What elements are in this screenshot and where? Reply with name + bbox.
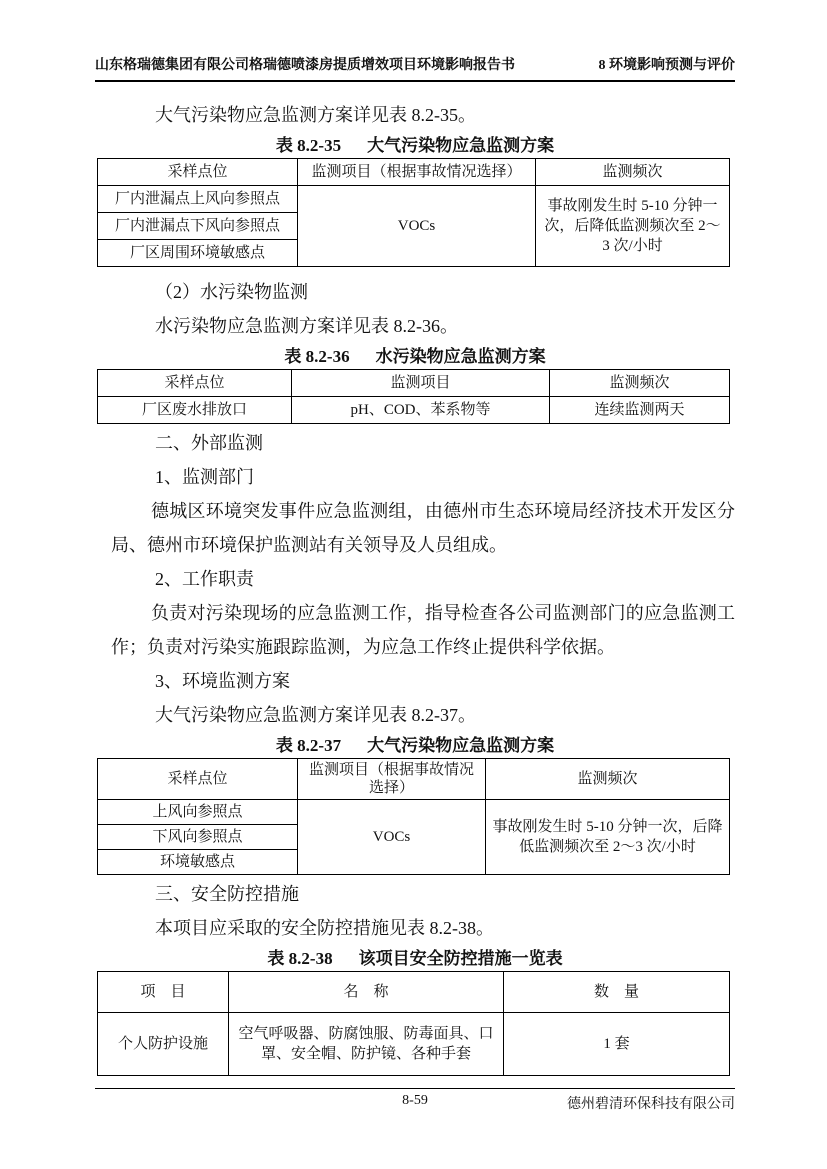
table37-caption [95,734,735,758]
cell-name: 空气呼吸器、防腐蚀服、防毒面具、口罩、安全帽、防护镜、各种手套 [229,1013,504,1076]
table-row [98,1013,730,1076]
col-header-name: 名 称 [229,972,504,1013]
cell-site-1: 厂内泄漏点上风向参照点 [98,186,298,213]
footer-page-number: 8-59 [402,1093,428,1108]
table-header-row [98,159,730,186]
col-header-sampling-site: 采样点位 [98,759,298,800]
table38-caption-label: 表 8.2-38 [267,949,333,968]
col-header-sampling-site: 采样点位 [98,159,298,186]
cell-monitoring-item: pH、COD、苯系物等 [292,397,550,424]
table35-caption [95,134,735,158]
table-row [98,800,730,825]
paragraph-intro-table35: 大气污染物应急监测方案详见表 8.2-35。 [155,105,476,125]
cell-site: 厂区废水排放口 [98,397,292,424]
page-footer [95,1088,735,1113]
col-header-frequency: 监测频次 [486,759,730,800]
heading-water-monitoring: （2）水污染物监测 [155,282,308,302]
header-chapter-title: 8 环境影响预测与评价 [598,58,735,73]
cell-site-1: 上风向参照点 [98,800,298,825]
cell-site-3: 厂区周围环境敏感点 [98,240,298,267]
table35-caption-label: 表 8.2-35 [275,136,342,155]
table-air-emergency-monitoring-37 [97,758,730,875]
table-header-row [98,972,730,1013]
table38-caption [95,947,735,971]
table-header-row [98,759,730,800]
col-header-quantity: 数 量 [504,972,730,1013]
table-row [98,397,730,424]
page-header [95,54,735,82]
heading-safety-measures: 三、安全防控措施 [155,884,299,904]
cell-quantity: 1 套 [504,1013,730,1076]
paragraph-department: 德城区环境突发事件应急监测组，由德州市生态环境局经济技术开发区分局、德州市环境保护监测站有关领导及人员组成。 [111,501,735,555]
table-safety-measures-38 [97,971,730,1076]
table36-caption-label: 表 8.2-36 [284,347,350,366]
col-header-monitoring-item: 监测项目 [292,370,550,397]
table-air-emergency-monitoring-35 [97,158,730,267]
heading-external-monitoring: 二、外部监测 [155,433,263,453]
cell-frequency: 事故刚发生时 5-10 分钟一次，后降低监测频次至 2～3 次/小时 [536,186,730,267]
paragraph-intro-table36: 水污染物应急监测方案详见表 8.2-36。 [155,316,458,336]
col-header-frequency: 监测频次 [536,159,730,186]
page-content [95,88,735,1076]
cell-item: 个人防护设施 [98,1013,229,1076]
heading-monitoring-department: 1、监测部门 [155,467,254,487]
cell-site-3: 环境敏感点 [98,850,298,875]
table-water-emergency-monitoring-36 [97,369,730,424]
table37-caption-title: 大气污染物应急监测方案 [367,736,555,755]
table36-caption [95,345,735,369]
cell-monitoring-item: VOCs [298,800,486,875]
table38-caption-title: 该项目安全防控措施一览表 [358,949,563,968]
cell-frequency: 事故刚发生时 5-10 分钟一次，后降低监测频次至 2～3 次/小时 [486,800,730,875]
col-header-monitoring-item: 监测项目（根据事故情况选择） [298,759,486,800]
table-row [98,186,730,213]
cell-site-2: 下风向参照点 [98,825,298,850]
table35-caption-title: 大气污染物应急监测方案 [367,136,555,155]
header-report-title: 山东格瑞德集团有限公司格瑞德喷漆房提质增效项目环境影响报告书 [95,58,515,73]
paragraph-duty: 负责对污染现场的应急监测工作，指导检查各公司监测部门的应急监测工作；负责对污染实施跟踪监测，为应急工作终止提供科学依据。 [111,603,735,657]
heading-monitoring-plan: 3、环境监测方案 [155,671,290,691]
col-header-item: 项 目 [98,972,229,1013]
table37-caption-label: 表 8.2-37 [275,736,342,755]
col-header-frequency: 监测频次 [550,370,730,397]
cell-frequency: 连续监测两天 [550,397,730,424]
cell-site-2: 厂内泄漏点下风向参照点 [98,213,298,240]
table36-caption-title: 水污染物应急监测方案 [375,347,546,366]
cell-monitoring-item: VOCs [298,186,536,267]
footer-company-name: 德州碧清环保科技有限公司 [567,1097,735,1112]
paragraph-intro-table37: 大气污染物应急监测方案详见表 8.2-37。 [155,705,476,725]
col-header-monitoring-item: 监测项目（根据事故情况选择） [298,159,536,186]
col-header-sampling-site: 采样点位 [98,370,292,397]
paragraph-intro-table38: 本项目应采取的安全防控措施见表 8.2-38。 [155,918,494,938]
table-header-row [98,370,730,397]
heading-work-duty: 2、工作职责 [155,569,254,589]
